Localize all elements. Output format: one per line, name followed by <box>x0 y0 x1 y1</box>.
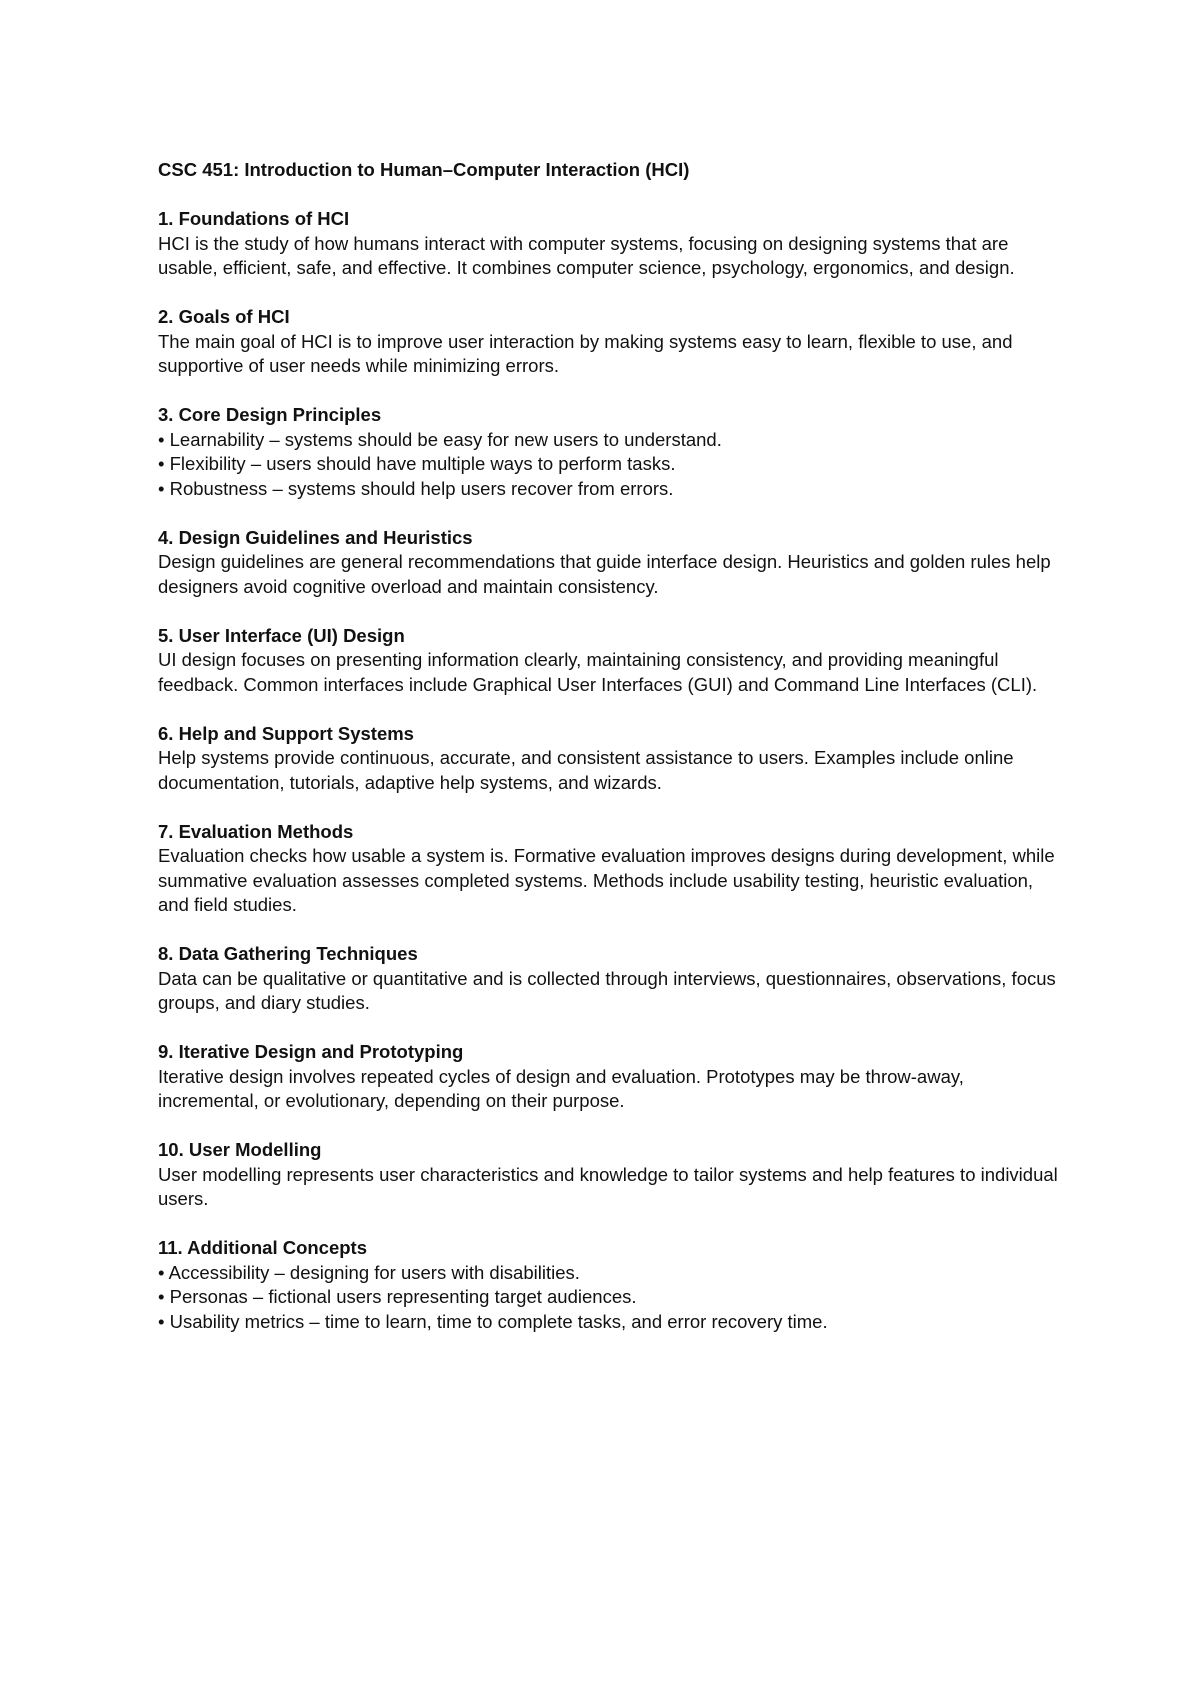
bullet-item: • Learnability – systems should be easy for new users to understand. <box>158 428 722 450</box>
section-body: Iterative design involves repeated cycles of design and evaluation. Prototypes may be throw-away, incremental, or evolutionary, depending on their purpose. <box>158 1065 964 1111</box>
bullet-item: • Flexibility – users should have multiple ways to perform tasks. <box>158 453 676 474</box>
section-heading: 2. Goals of HCI <box>158 306 290 327</box>
bullet-list <box>158 1261 1058 1335</box>
section-data-gathering <box>158 942 1058 1016</box>
document-title: CSC 451: Introduction to Human–Computer Interaction (HCI) <box>158 159 690 180</box>
bullet-item: • Accessibility – designing for users with disabilities. <box>158 1261 580 1283</box>
section-heading: 4. Design Guidelines and Heuristics <box>158 526 473 548</box>
section-body: User modelling represents user characteristics and knowledge to tailor systems and help features to individual users. <box>158 1163 1058 1209</box>
section-heading: 9. Iterative Design and Prototyping <box>158 1041 464 1062</box>
section-heading: 5. User Interface (UI) Design <box>158 624 405 646</box>
section-foundations <box>158 207 1058 281</box>
section-body: The main goal of HCI is to improve user interaction by making systems easy to learn, flexible to use, and supportive of user needs while minimizing errors. <box>158 330 1013 376</box>
section-help-systems <box>158 722 1058 796</box>
section-body: Help systems provide continuous, accurate, and consistent assistance to users. Examples include online documentation, tutorials, adaptive help systems, and wizards. <box>158 747 1014 793</box>
section-heading: 7. Evaluation Methods <box>158 820 354 842</box>
section-body: Evaluation checks how usable a system is. Formative evaluation improves designs during development, while summative evaluation assesses completed systems. Methods include usability testing, heuristic evaluation, and field studies. <box>158 845 1055 915</box>
section-additional-concepts <box>158 1236 1058 1334</box>
document-page <box>158 158 1058 1359</box>
section-iterative-design <box>158 1040 1058 1114</box>
section-body: Design guidelines are general recommendations that guide interface design. Heuristics and golden rules help designers avoid cognitive overload and maintain consistency. <box>158 551 1051 597</box>
section-heading: 6. Help and Support Systems <box>158 722 414 744</box>
bullet-item: • Personas – fictional users representing target audiences. <box>158 1286 637 1307</box>
section-heading: 1. Foundations of HCI <box>158 208 350 229</box>
section-guidelines <box>158 526 1058 600</box>
section-body: Data can be qualitative or quantitative and is collected through interviews, questionnaires, observations, focus groups, and diary studies. <box>158 967 1056 1013</box>
section-evaluation <box>158 820 1058 918</box>
section-user-modelling <box>158 1138 1058 1212</box>
section-goals <box>158 305 1058 379</box>
section-heading: 3. Core Design Principles <box>158 404 382 425</box>
bullet-item: • Robustness – systems should help users recover from errors. <box>158 477 674 499</box>
section-body: UI design focuses on presenting information clearly, maintaining consistency, and providing meaningful feedback. Common interfaces include Graphical User Interfaces (GUI) and Command Line Interfaces (CLI). <box>158 649 1038 695</box>
section-body: HCI is the study of how humans interact with computer systems, focusing on designing systems that are usable, efficient, safe, and effective. It combines computer science, psychology, ergonomics, and design. <box>158 232 1015 278</box>
bullet-list <box>158 428 1058 502</box>
section-core-principles <box>158 403 1058 501</box>
section-heading: 10. User Modelling <box>158 1139 322 1160</box>
section-heading: 11. Additional Concepts <box>158 1237 368 1258</box>
bullet-item: • Usability metrics – time to learn, time to complete tasks, and error recovery time. <box>158 1310 828 1332</box>
section-heading: 8. Data Gathering Techniques <box>158 943 418 964</box>
section-ui-design <box>158 624 1058 698</box>
